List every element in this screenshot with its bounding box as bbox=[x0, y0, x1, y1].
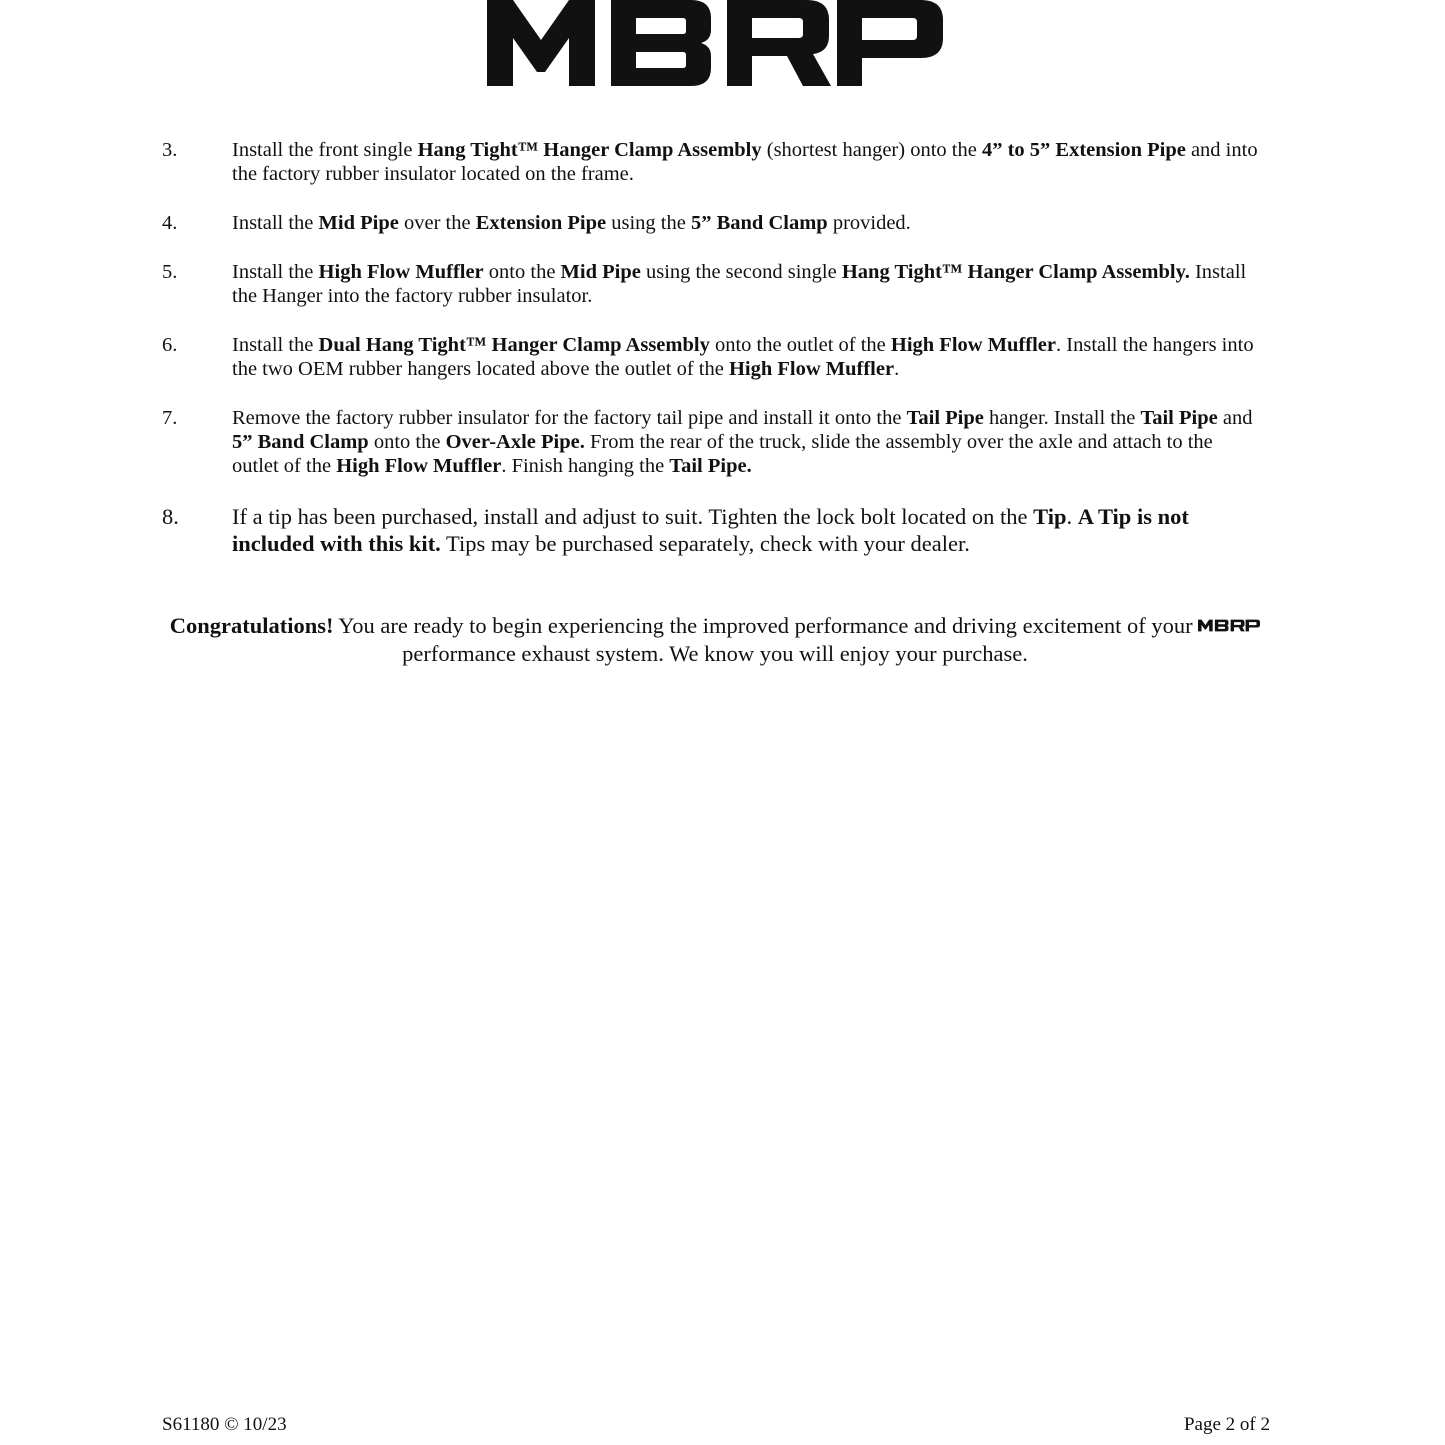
step-emphasis: 5” Band Clamp bbox=[232, 431, 369, 453]
congrats-text-part1: You are ready to begin experiencing the improved performance and driving excitement of your bbox=[333, 613, 1199, 638]
congrats-lead: Congratulations! bbox=[169, 613, 334, 638]
step-emphasis: Hang Tight™ Hanger Clamp Assembly. bbox=[841, 261, 1190, 283]
step-emphasis: Tail Pipe. bbox=[669, 455, 752, 477]
step-emphasis: Mid Pipe bbox=[560, 261, 641, 283]
step-text bbox=[232, 406, 1262, 478]
step-text-run: using the second single bbox=[640, 261, 842, 283]
step-text-run: Install the front single bbox=[232, 139, 418, 161]
step-text-run: and into the factory rubber insulator located on the frame. bbox=[232, 139, 1258, 185]
step-text-run: . Finish hanging the bbox=[501, 455, 670, 477]
step-emphasis: A Tip is not included with this kit. bbox=[232, 504, 1189, 556]
step-text-run: If a tip has been purchased, install and adjust to suit. Tighten the lock bolt located on the bbox=[232, 504, 1034, 529]
step-item bbox=[162, 503, 1262, 557]
step-text-run: over the bbox=[398, 212, 476, 234]
step-emphasis: Dual Hang Tight™ Hanger Clamp Assembly bbox=[318, 334, 710, 356]
step-emphasis: 4” to 5” Extension Pipe bbox=[981, 139, 1186, 161]
step-text-run: onto the bbox=[483, 261, 561, 283]
step-text-run: onto the bbox=[368, 431, 446, 453]
step-emphasis: Over-Axle Pipe. bbox=[445, 431, 585, 453]
congrats-text-part2: performance exhaust system. We know you will enjoy your purchase. bbox=[402, 641, 1028, 666]
mbrp-logo-graphic bbox=[487, 0, 943, 86]
step-item bbox=[162, 138, 1262, 186]
step-text bbox=[232, 260, 1262, 308]
step-text-run: onto the outlet of the bbox=[709, 334, 891, 356]
step-emphasis: High Flow Muffler bbox=[318, 261, 484, 283]
step-text-run: Remove the factory rubber insulator for the factory tail pipe and install it onto the bbox=[232, 407, 907, 429]
step-text-run: hanger. Install the bbox=[983, 407, 1141, 429]
step-text-run: Install the bbox=[232, 261, 319, 283]
step-number: 8. bbox=[162, 504, 179, 529]
step-emphasis: Mid Pipe bbox=[318, 212, 399, 234]
step-text-run: Tips may be purchased separately, check with your dealer. bbox=[440, 531, 970, 556]
step-text-run: From the rear of the truck, slide the assembly over the axle and attach to the outlet of the bbox=[232, 431, 1213, 477]
step-emphasis: 5” Band Clamp bbox=[690, 212, 828, 234]
step-text bbox=[232, 333, 1262, 381]
step-text-run: and bbox=[1217, 407, 1253, 429]
step-item bbox=[162, 333, 1262, 381]
instruction-steps bbox=[162, 138, 1262, 582]
step-emphasis: Tail Pipe bbox=[1140, 407, 1218, 429]
step-text-run: Install the bbox=[232, 212, 319, 234]
step-emphasis: Tail Pipe bbox=[906, 407, 984, 429]
step-text-run: . bbox=[1066, 504, 1078, 529]
step-emphasis: Extension Pipe bbox=[475, 212, 607, 234]
page-number: Page 2 of 2 bbox=[1183, 1414, 1270, 1435]
step-text bbox=[232, 503, 1262, 557]
step-item bbox=[162, 211, 1262, 235]
mbrp-inline-logo-graphic bbox=[1198, 619, 1260, 632]
step-emphasis: High Flow Muffler bbox=[336, 455, 502, 477]
step-text bbox=[232, 138, 1262, 186]
step-text-run: . Install the hangers into the two OEM rubber hangers located above the outlet of the bbox=[232, 334, 1254, 380]
mbrp-logo bbox=[487, 0, 943, 86]
step-emphasis: High Flow Muffler bbox=[890, 334, 1057, 356]
step-number: 3. bbox=[162, 139, 178, 161]
step-text-run: Install the Hanger into the factory rubber insulator. bbox=[232, 261, 1247, 307]
step-text-run: Install the bbox=[232, 334, 319, 356]
step-text-run: (shortest hanger) onto the bbox=[761, 139, 982, 161]
step-emphasis: High Flow Muffler bbox=[728, 358, 895, 380]
step-item bbox=[162, 406, 1262, 478]
step-text-run: using the bbox=[606, 212, 691, 234]
step-number: 6. bbox=[162, 334, 178, 356]
step-number: 5. bbox=[162, 261, 178, 283]
step-text bbox=[232, 211, 1262, 235]
mbrp-inline-logo bbox=[1198, 611, 1260, 624]
step-emphasis: Hang Tight™ Hanger Clamp Assembly bbox=[417, 139, 762, 161]
step-number: 4. bbox=[162, 212, 178, 234]
step-number: 7. bbox=[162, 407, 178, 429]
step-text-run: provided. bbox=[827, 212, 911, 234]
document-code: S61180 © 10/23 bbox=[162, 1414, 287, 1435]
step-emphasis: Tip bbox=[1033, 504, 1067, 529]
step-text-run: . bbox=[894, 358, 900, 380]
step-item bbox=[162, 260, 1262, 308]
congratulations-message bbox=[160, 611, 1270, 668]
